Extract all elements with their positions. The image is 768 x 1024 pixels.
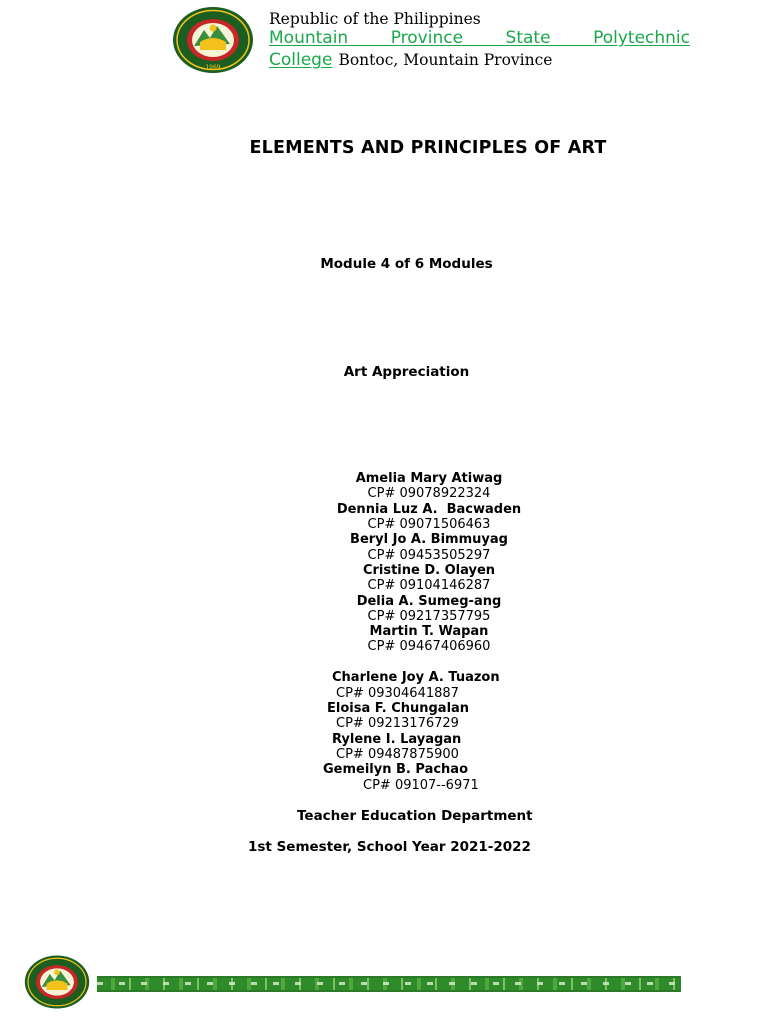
author-name: Rylene I. Layagan [332,732,462,747]
author-phone: CP# 09107--6971 [363,778,479,793]
college-seal-icon [172,6,254,74]
department-label: Teacher Education Department [297,808,533,824]
svg-text:1969: 1969 [205,64,221,71]
author-phone: CP# 09071506463 [367,517,491,532]
author-name: Delia A. Sumeg-ang [356,594,502,609]
footer-seal-icon [24,954,90,1010]
author-name: Cristine D. Olayen [362,563,496,578]
author-phone: CP# 09104146287 [367,578,491,593]
document-title: ELEMENTS AND PRINCIPLES OF ART [249,138,607,158]
college-location: Bontoc, Mountain Province [338,51,553,69]
author-name: Gemeilyn B. Pachao [323,762,469,777]
author-phone: CP# 09217357795 [367,609,491,624]
author-phone: CP# 09487875900 [336,747,459,762]
republic-heading: Republic of the Philippines [269,10,481,28]
semester-label: 1st Semester, School Year 2021-2022 [248,839,531,855]
author-phone: CP# 09453505297 [367,548,491,563]
author-name: Martin T. Wapan [369,624,489,639]
college-name [269,27,690,71]
subject-label: Art Appreciation [343,364,470,380]
author-name: Amelia Mary Atiwag [355,471,503,486]
author-name: Charlene Joy A. Tuazon [332,670,500,685]
college-link[interactable]: Mountain Province State Polytechnic College [269,28,690,70]
author-phone: CP# 09078922324 [367,486,491,501]
module-label: Module 4 of 6 Modules [320,256,493,272]
author-name: Beryl Jo A. Bimmuyag [350,532,508,547]
author-phone: CP# 09467406960 [367,639,491,654]
author-phone: CP# 09304641887 [336,686,459,701]
author-name: Dennia Luz A. Bacwaden [336,502,522,517]
author-name: Eloisa F. Chungalan [327,701,470,716]
footer-divider [97,976,681,992]
author-phone: CP# 09213176729 [336,716,459,731]
